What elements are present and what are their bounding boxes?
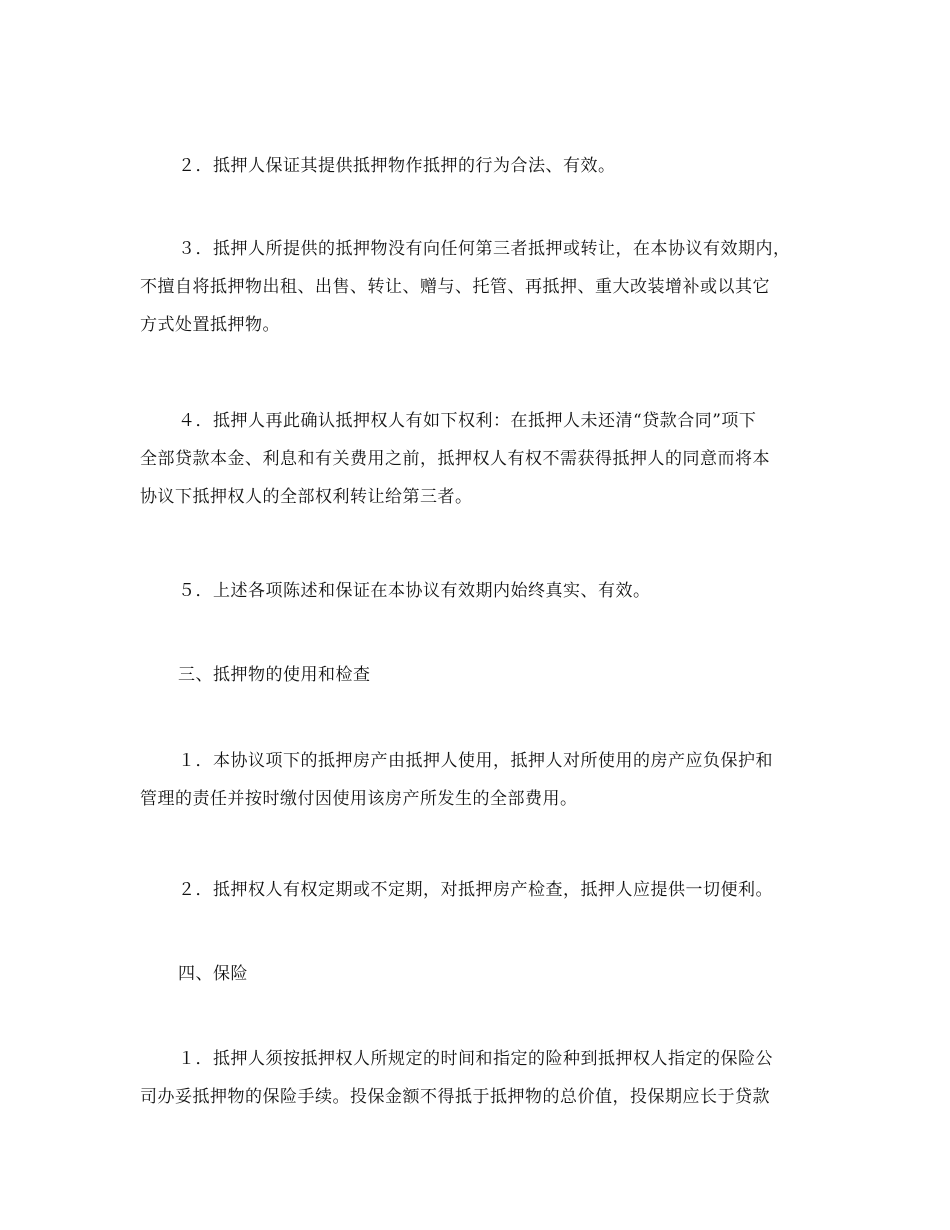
paragraph-line: 全部贷款本金、利息和有关费用之前，抵押权人有权不需获得抵押人的同意而将本 [140,449,770,469]
paragraph-line: ３．抵押人所提供的抵押物没有向任何第三者抵押或转让，在本协议有效期内， [178,239,791,259]
paragraph-line: １．本协议项下的抵押房产由抵押人使用，抵押人对所使用的房产应负保护和 [178,751,773,771]
paragraph-line: 司办妥抵押物的保险手续。投保金额不得抵于抵押物的总价值，投保期应长于贷款 [140,1087,770,1107]
paragraph-use-2 [140,871,816,909]
paragraph-line: 不擅自将抵押物出租、出售、转让、赠与、托管、再抵押、重大改装增补或以其它 [140,277,770,297]
paragraph-line: ５．上述各项陈述和保证在本协议有效期内始终真实、有效。 [178,581,651,601]
paragraph-line: ２．抵押权人有权定期或不定期，对抵押房产检查，抵押人应提供一切便利。 [178,880,773,900]
section-heading-use-and-inspection: 三、抵押物的使用和检查 [178,665,371,685]
paragraph-3-no-third-party [140,230,816,344]
paragraph-use-1 [140,742,816,818]
paragraph-2-mortgagor-guarantee [140,147,816,185]
paragraph-line: 协议下抵押权人的全部权利转让给第三者。 [140,487,473,507]
paragraph-line: ２．抵押人保证其提供抵押物作抵押的行为合法、有效。 [178,156,616,176]
paragraph-insurance-1 [140,1040,816,1116]
paragraph-5-statements-valid [140,572,816,610]
paragraph-line: ４．抵押人再此确认抵押权人有如下权利：在抵押人未还清“贷款合同”项下 [178,411,757,431]
paragraph-line: 管理的责任并按时缴付因使用该房产所发生的全部费用。 [140,789,578,809]
paragraph-4-rights-transfer [140,402,816,516]
paragraph-line: 方式处置抵押物。 [140,315,280,335]
section-heading-insurance: 四、保险 [178,964,248,984]
paragraph-line: １．抵押人须按抵押权人所规定的时间和指定的险种到抵押权人指定的保险公 [178,1049,773,1069]
